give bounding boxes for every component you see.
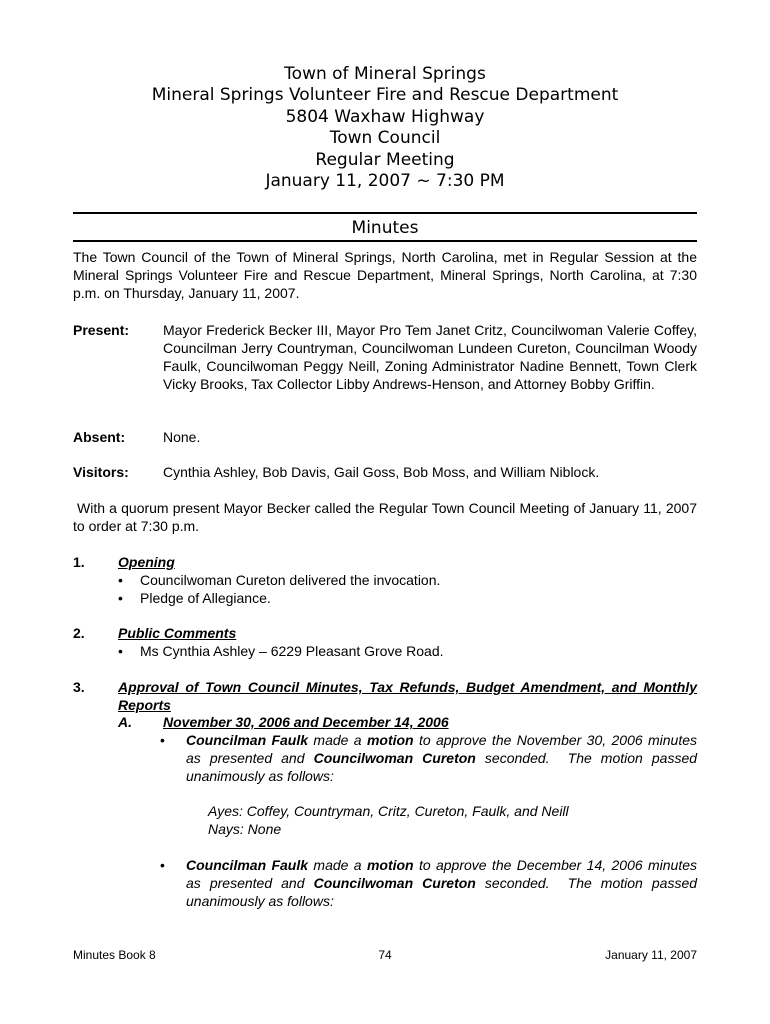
absent-list: None. — [163, 429, 201, 445]
motion-1-text-b: The motion passed unanimously as follows: — [186, 750, 698, 784]
divider-bottom — [73, 240, 697, 242]
list-item-text: Ms Cynthia Ashley – 6229 Pleasant Grove Road. — [140, 643, 444, 659]
visitors-list: Cynthia Ashley, Bob Davis, Gail Goss, Bob Moss, and William Niblock. — [163, 464, 600, 480]
motion-1-made-a: made a — [313, 732, 362, 748]
motion-1-motion-word: motion — [366, 732, 414, 748]
bullet-icon: • — [160, 732, 165, 748]
footer-page-number: 74 — [378, 948, 392, 962]
footer-date: January 11, 2007 — [605, 948, 697, 962]
motion-2 — [186, 856, 697, 910]
section-3-number: 3. — [73, 679, 85, 695]
header-body: Town Council — [329, 128, 441, 149]
motion-2-made-a: made a — [313, 857, 362, 873]
bullet-icon: • — [118, 572, 123, 588]
bullet-icon: • — [160, 857, 165, 873]
motion-1-seconder: Councilwoman Cureton — [313, 750, 476, 766]
motion-2-motion-word: motion — [366, 857, 414, 873]
header-meeting-type: Regular Meeting — [315, 149, 455, 170]
motion-1-text-a: to approve the November 30, 2006 minutes as presented and — [186, 732, 698, 766]
bullet-icon: • — [118, 643, 123, 659]
document-header — [0, 64, 770, 192]
visitors-label: Visitors: — [73, 464, 129, 480]
motion-1 — [186, 731, 697, 785]
list-item-text: Pledge of Allegiance. — [140, 590, 271, 606]
present-label: Present: — [73, 322, 130, 338]
motion-2-text-b: The motion passed unanimously as follows: — [186, 875, 698, 909]
section-2-title: Public Comments — [118, 625, 237, 641]
motion-2-text-a: to approve the December 14, 2006 minutes as presented and — [186, 857, 698, 891]
bullet-icon: • — [118, 590, 123, 606]
section-2-number: 2. — [73, 625, 85, 641]
vote-nays: Nays: None — [208, 821, 282, 837]
motion-2-seconded: seconded. — [484, 875, 550, 891]
quorum-paragraph: With a quorum present Mayor Becker called the Regular Town Council Meeting of January 11, 2007 to order at 7:30 p.m. — [73, 500, 697, 534]
motion-2-mover: Councilman Faulk — [186, 857, 309, 873]
intro-paragraph: The Town Council of the Town of Mineral Springs, North Carolina, met in Regular Session at the Mineral Springs Volunteer Fire and Rescue Department, Mineral Springs, North Carolina, at 7:30 p.m. on Thursday, January 11, 2007. — [73, 249, 697, 301]
header-address: 5804 Waxhaw Highway — [285, 106, 485, 127]
divider-top — [73, 212, 697, 214]
footer-book: Minutes Book 8 — [73, 948, 156, 962]
header-date-time: January 11, 2007 ~ 7:30 PM — [265, 171, 505, 192]
subsection-a-letter: A. — [118, 714, 132, 730]
motion-1-seconded: seconded. — [484, 750, 550, 766]
section-1-number: 1. — [73, 554, 85, 570]
section-3-title: Approval of Town Council Minutes, Tax Refunds, Budget Amendment, and Monthly Reports — [118, 679, 697, 713]
subsection-a-title: November 30, 2006 and December 14, 2006 — [163, 714, 449, 730]
absent-label: Absent: — [73, 429, 126, 445]
minutes-heading: Minutes — [351, 218, 419, 238]
motion-1-mover: Councilman Faulk — [186, 732, 309, 748]
header-town-name: Town of Mineral Springs — [284, 64, 486, 84]
vote-ayes: Ayes: Coffey, Countryman, Critz, Cureton, Faulk, and Neill — [208, 803, 569, 819]
list-item-text: Councilwoman Cureton delivered the invocation. — [140, 572, 441, 588]
section-1-title: Opening — [118, 554, 175, 570]
header-venue: Mineral Springs Volunteer Fire and Rescue Department — [151, 85, 619, 106]
present-list: Mayor Frederick Becker III, Mayor Pro Tem Janet Critz, Councilwoman Valerie Coffey, Councilman Jerry Countryman, Councilwoman Lundeen Cureton, Councilman Woody Faulk, Councilwoman Peggy Neill, Zoning Administrator Nadine Bennett, Town Clerk Vicky Brooks, Tax Collector Libby Andrews-Henson, and Attorney Bobby Griffin. — [163, 322, 697, 392]
motion-2-seconder: Councilwoman Cureton — [313, 875, 476, 891]
